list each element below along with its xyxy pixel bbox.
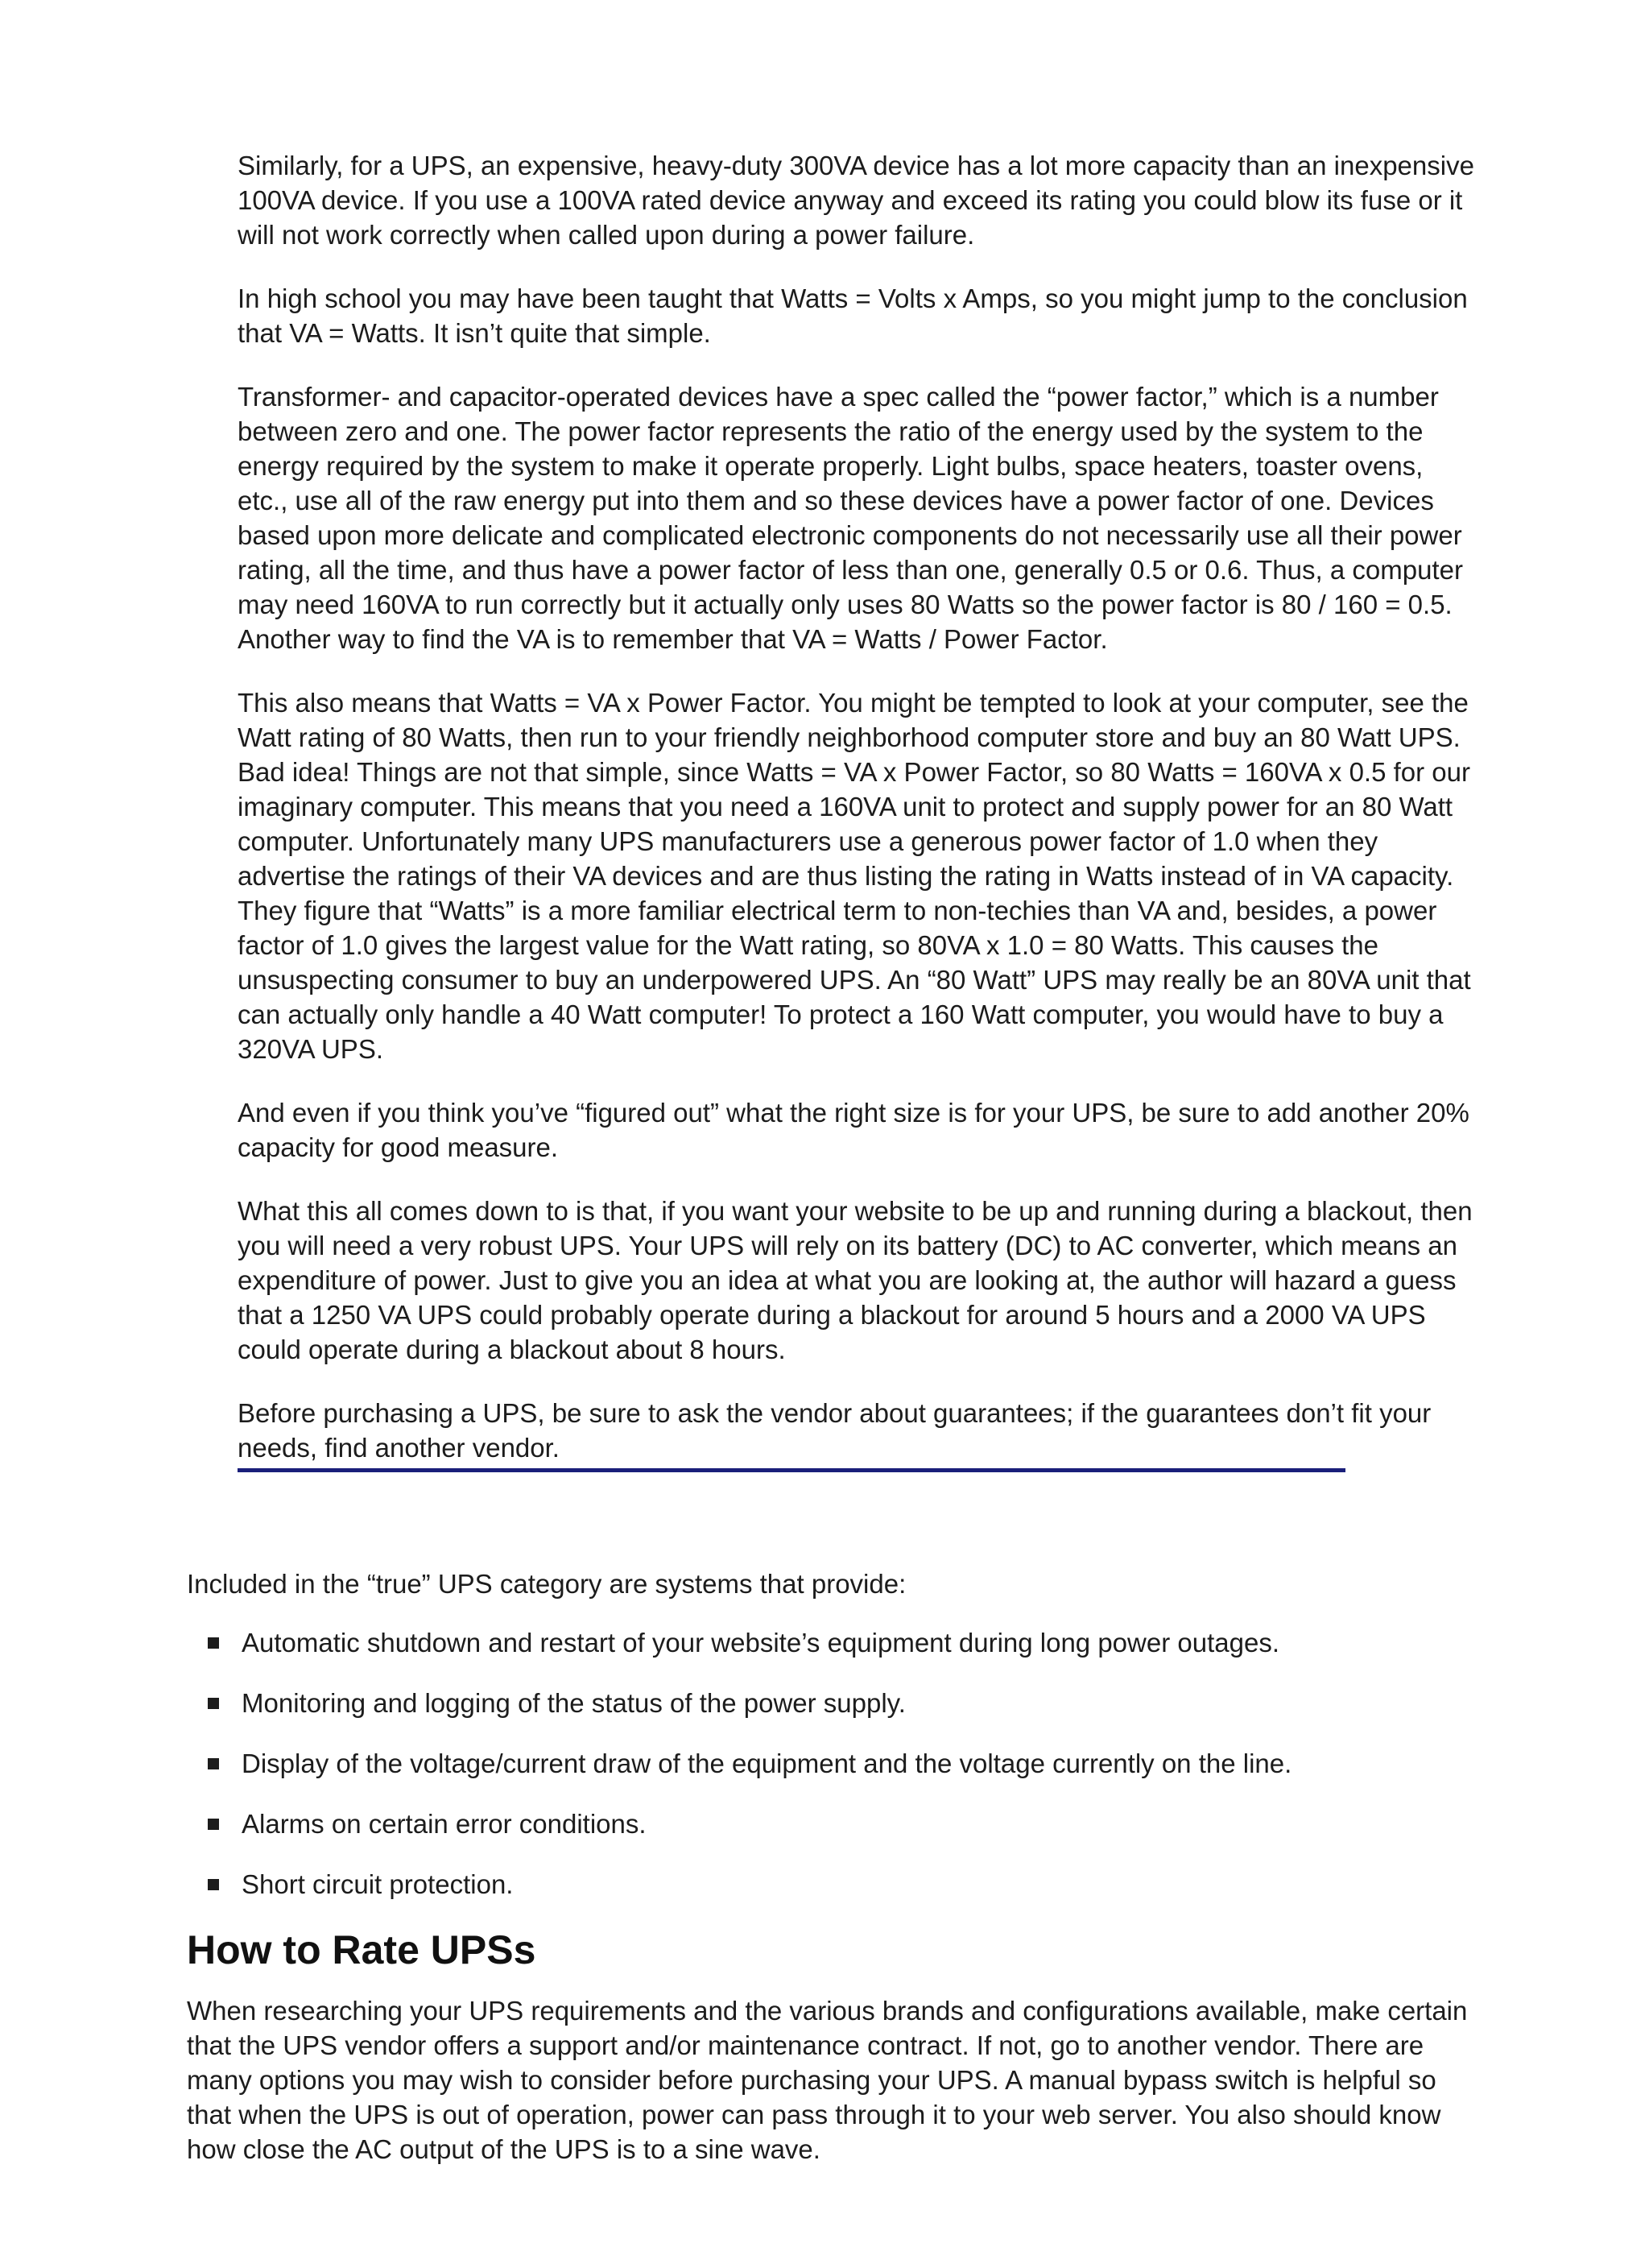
list-item (187, 1625, 1475, 1660)
list-item-text: Automatic shutdown and restart of your website’s equipment during long power outages. (242, 1628, 1279, 1658)
square-bullet-icon (208, 1819, 219, 1830)
sidebar-paragraph-3: Transformer- and capacitor-operated devices have a spec called the “power factor,” which is a number between zero and one. The power factor represents the ratio of the energy used by the system to the energy required by the system to make it operate properly. Light bulbs, space heaters, toaster ovens, etc., use all of the raw energy put into them and so these devices have a power factor of one. Devices based upon more delicate and complicated electronic components do not necessarily use all their power rating, all the time, and thus have a power factor of less than one, generally 0.5 or 0.6. Thus, a computer may need 160VA to run correctly but it actually only uses 80 Watts so the power factor is 80 / 160 = 0.5. Another way to find the VA is to remember that VA = Watts / Power Factor. (238, 382, 1463, 654)
sidebar-paragraph-6: What this all comes down to is that, if you want your website to be up and running during a blackout, then you will need a very robust UPS. Your UPS will rely on its battery (DC) to AC converter, which means an expenditure of power. Just to give you an idea at what you are looking at, the author will hazard a guess that a 1250 VA UPS could probably operate during a blackout for around 5 hours and a 2000 VA UPS could operate during a blackout about 8 hours. (238, 1196, 1473, 1364)
list-item-text: Short circuit protection. (242, 1869, 514, 1899)
square-bullet-icon (208, 1758, 219, 1769)
square-bullet-icon (208, 1698, 219, 1709)
square-bullet-icon (208, 1879, 219, 1890)
sidebar-bottom-rule (238, 1468, 1345, 1472)
list-item-text: Monitoring and logging of the status of the power supply. (242, 1688, 906, 1718)
feature-list (187, 1625, 1475, 1902)
sidebar-paragraph-1: Similarly, for a UPS, an expensive, heavy-duty 300VA device has a lot more capacity than an inexpensive 100VA device. If you use a 100VA rated device anyway and exceed its rating you could blow its fuse or it will not work correctly when called upon during a power failure. (238, 151, 1474, 250)
list-item (187, 1867, 1475, 1902)
sidebar-paragraph-2: In high school you may have been taught that Watts = Volts x Amps, so you might jump to the conclusion that VA = Watts. It isn’t quite that simple. (238, 284, 1468, 348)
list-item (187, 1746, 1475, 1781)
list-item (187, 1807, 1475, 1841)
list-item-text: Alarms on certain error conditions. (242, 1809, 647, 1839)
sidebar-paragraph-7: Before purchasing a UPS, be sure to ask the vendor about guarantees; if the guarantees don’t fit your needs, find another vendor. (238, 1398, 1432, 1463)
list-intro: Included in the “true” UPS category are systems that provide: (187, 1569, 907, 1599)
body-paragraph: When researching your UPS requirements and the various brands and configurations available, make certain that the UPS vendor offers a support and/or maintenance contract. If not, go to another vendor. There are many options you may wish to consider before purchasing your UPS. A manual bypass switch is helpful so that when the UPS is out of operation, power can pass through it to your web server. You also should know how close the AC output of the UPS is to a sine wave. (187, 1996, 1468, 2164)
sidebar-paragraph-4: This also means that Watts = VA x Power Factor. You might be tempted to look at your computer, see the Watt rating of 80 Watts, then run to your friendly neighborhood computer store and buy an 80 Watt UPS. Bad idea! Things are not that simple, since Watts = VA x Power Factor, so 80 Watts = 160VA x 0.5 for our imaginary computer. This means that you need a 160VA unit to protect and supply power for an 80 Watt computer. Unfortunately many UPS manufacturers use a generous power factor of 1.0 when they advertise the ratings of their VA devices and are thus listing the rating in Watts instead of in VA capacity. They figure that “Watts” is a more familiar electrical term to non-techies than VA and, besides, a power factor of 1.0 gives the largest value for the Watt rating, so 80VA x 1.0 = 80 Watts. This causes the unsuspecting consumer to buy an underpowered UPS. An “80 Watt” UPS may really be an 80VA unit that can actually only handle a 40 Watt computer! To protect a 160 Watt computer, you would have to buy a 320VA UPS. (238, 688, 1471, 1064)
main-content (187, 1566, 1475, 2167)
list-item-text: Display of the voltage/current draw of the equipment and the voltage currently on the line. (242, 1749, 1292, 1778)
square-bullet-icon (208, 1637, 219, 1649)
list-item (187, 1686, 1475, 1720)
section-heading: How to Rate UPSs (187, 1927, 536, 1972)
sidebar-box (238, 148, 1477, 1472)
sidebar-paragraph-5: And even if you think you’ve “figured out” what the right size is for your UPS, be sure to add another 20% capacity for good measure. (238, 1098, 1469, 1162)
